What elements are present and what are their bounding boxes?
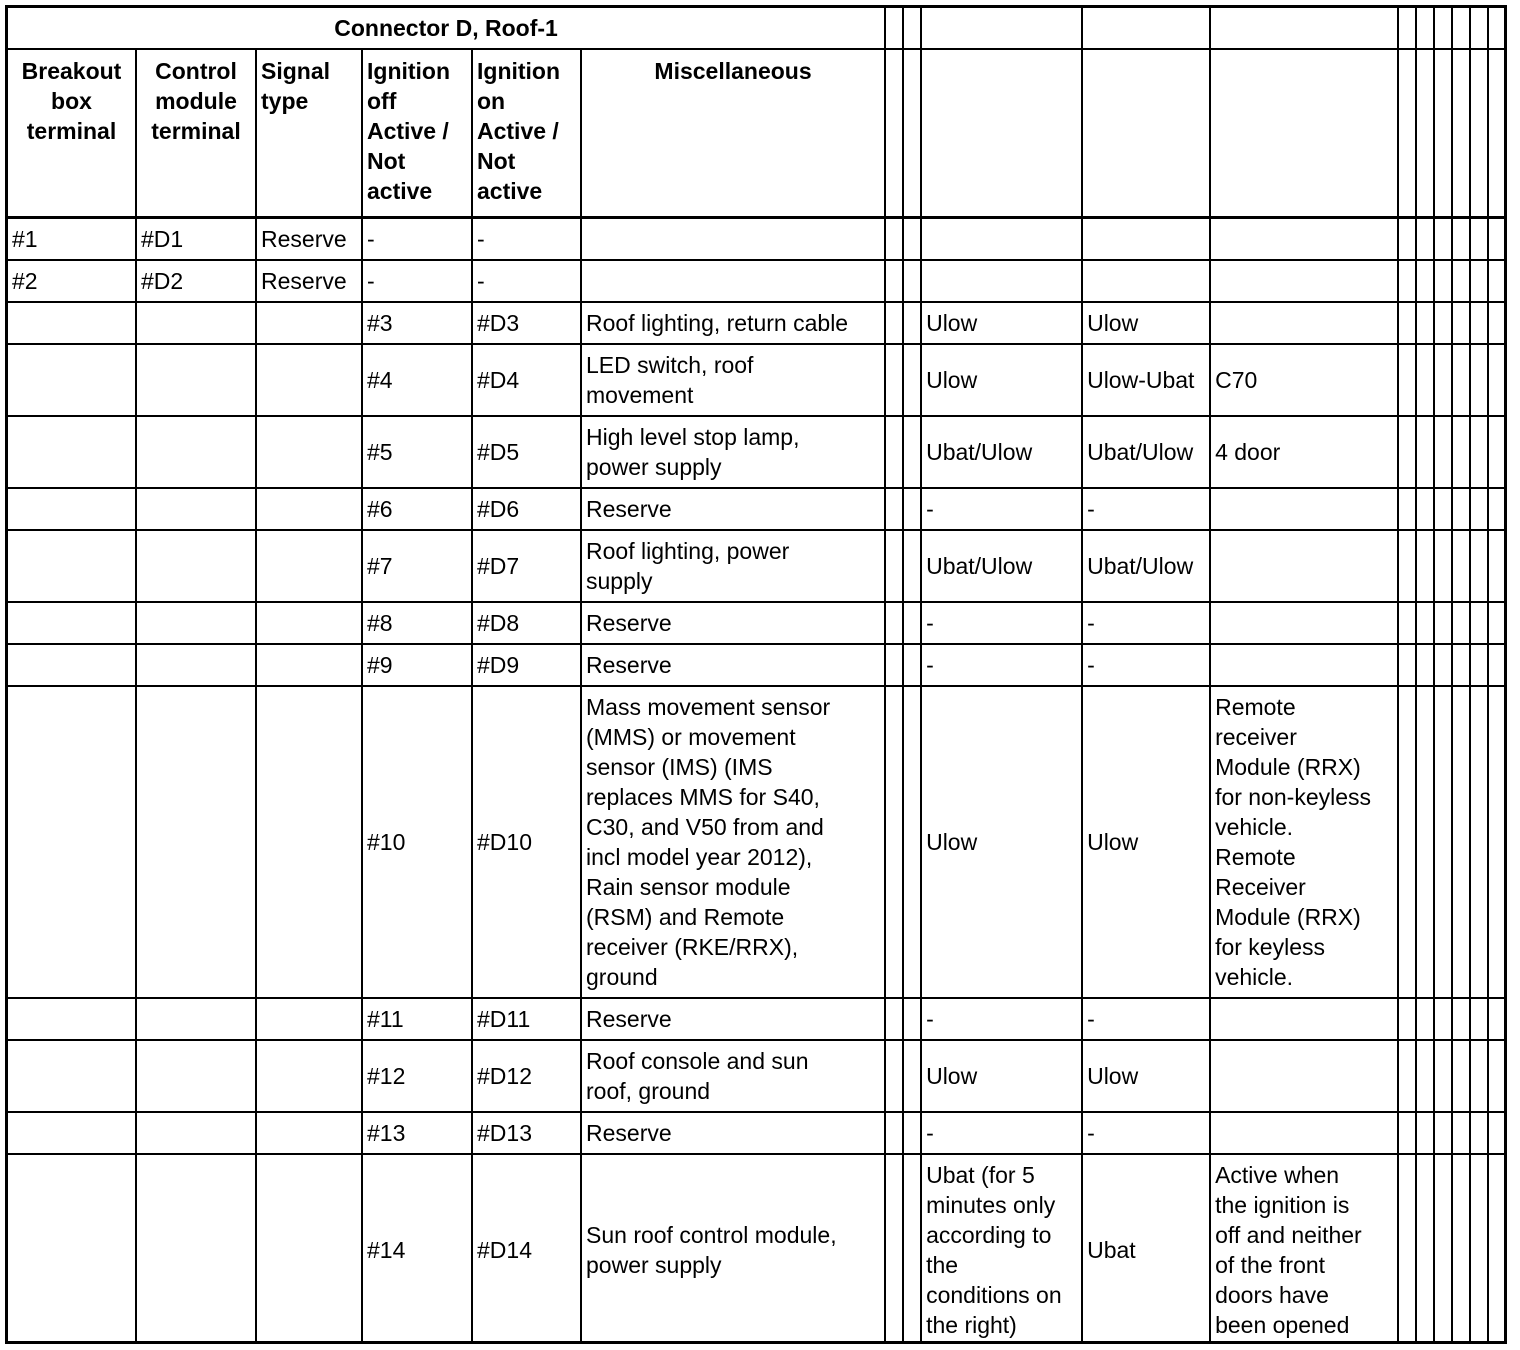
signal-type-cell [256, 530, 362, 602]
table-row [7, 218, 1507, 260]
value-cell-a: Ubat (for 5 minutes only according to the conditions on the right) [921, 1154, 1082, 1345]
notes-cell: 4 door [1210, 416, 1398, 488]
blank-cell [1470, 530, 1488, 602]
blank-cell [1434, 530, 1452, 602]
blank-cell [1434, 344, 1452, 416]
blank-cell [1488, 344, 1507, 416]
blank-cell [885, 644, 903, 686]
blank-cell [1434, 998, 1452, 1040]
blank-cell [1398, 530, 1416, 602]
blank-cell [1452, 416, 1470, 488]
blank-cell [1488, 1154, 1507, 1345]
blank-cell [1452, 1154, 1470, 1345]
table-row [7, 488, 1507, 530]
blank-cell [1416, 1040, 1434, 1112]
blank-cell [1416, 218, 1434, 260]
signal-type-cell [256, 344, 362, 416]
signal-type-cell [256, 1112, 362, 1154]
blank-cell [1470, 602, 1488, 644]
blank-cell [903, 49, 921, 218]
miscellaneous-cell: Reserve [581, 488, 885, 530]
blank-cell [1488, 1040, 1507, 1112]
ignition-on-cell: #D5 [472, 416, 581, 488]
blank-cell [1398, 686, 1416, 998]
value-cell-a: - [921, 602, 1082, 644]
value-cell-a: - [921, 998, 1082, 1040]
blank-cell [1416, 49, 1434, 218]
blank-cell [1398, 218, 1416, 260]
value-cell-b: - [1082, 644, 1210, 686]
value-cell-b: Ulow [1082, 302, 1210, 344]
blank-cell [1488, 530, 1507, 602]
notes-cell [1210, 998, 1398, 1040]
blank-cell [1398, 302, 1416, 344]
miscellaneous-cell: Roof lighting, return cable [581, 302, 885, 344]
signal-type-cell [256, 302, 362, 344]
blank-cell [1470, 302, 1488, 344]
value-cell-a: - [921, 488, 1082, 530]
control-terminal-cell [136, 602, 256, 644]
miscellaneous-cell: Roof console and sun roof, ground [581, 1040, 885, 1112]
blank-cell [1488, 488, 1507, 530]
ignition-on-cell: #D11 [472, 998, 581, 1040]
blank-cell [1434, 1040, 1452, 1112]
value-cell-a: Ulow [921, 686, 1082, 998]
blank-cell [1470, 260, 1488, 302]
value-cell-a: Ulow [921, 344, 1082, 416]
blank-cell [1434, 49, 1452, 218]
blank-cell [1416, 7, 1434, 49]
ignition-off-cell: #4 [362, 344, 472, 416]
table-row [7, 416, 1507, 488]
ignition-on-cell: #D7 [472, 530, 581, 602]
blank-cell [1398, 1154, 1416, 1345]
value-cell-b: Ulow [1082, 1040, 1210, 1112]
ignition-on-cell: #D8 [472, 602, 581, 644]
signal-type-cell [256, 1154, 362, 1345]
blank-cell [1398, 260, 1416, 302]
title-row [7, 7, 1507, 49]
header-breakout-box-terminal: Breakout box terminal [7, 49, 136, 218]
ignition-on-cell: #D4 [472, 344, 581, 416]
breakout-terminal-cell [7, 416, 136, 488]
blank-cell [1452, 998, 1470, 1040]
blank-cell [1488, 260, 1507, 302]
blank-cell [903, 602, 921, 644]
blank-cell [1434, 1112, 1452, 1154]
control-terminal-cell [136, 416, 256, 488]
blank-cell [1452, 686, 1470, 998]
ignition-off-cell: #12 [362, 1040, 472, 1112]
blank-cell [903, 416, 921, 488]
breakout-terminal-cell [7, 644, 136, 686]
blank-cell [1434, 686, 1452, 998]
blank-cell [1210, 49, 1398, 218]
signal-type-cell [256, 1040, 362, 1112]
value-cell-b: - [1082, 602, 1210, 644]
blank-cell [1398, 416, 1416, 488]
ignition-off-cell: #9 [362, 644, 472, 686]
notes-cell: C70 [1210, 344, 1398, 416]
column-header-row [7, 49, 1507, 218]
blank-cell [1434, 602, 1452, 644]
value-cell-b: - [1082, 488, 1210, 530]
miscellaneous-cell: Reserve [581, 644, 885, 686]
blank-cell [1434, 7, 1452, 49]
blank-cell [1452, 7, 1470, 49]
header-control-module-terminal: Control module terminal [136, 49, 256, 218]
blank-cell [1470, 686, 1488, 998]
blank-cell [885, 1112, 903, 1154]
value-cell-a [921, 260, 1082, 302]
blank-cell [1082, 7, 1210, 49]
blank-cell [1452, 302, 1470, 344]
blank-cell [1470, 1040, 1488, 1112]
ignition-off-cell: #10 [362, 686, 472, 998]
signal-type-cell [256, 998, 362, 1040]
value-cell-b [1082, 218, 1210, 260]
blank-cell [1416, 344, 1434, 416]
blank-cell [885, 488, 903, 530]
table-row [7, 344, 1507, 416]
blank-cell [1452, 260, 1470, 302]
ignition-on-cell: #D3 [472, 302, 581, 344]
miscellaneous-cell: Reserve [581, 1112, 885, 1154]
control-terminal-cell [136, 686, 256, 998]
blank-cell [885, 218, 903, 260]
blank-cell [1452, 49, 1470, 218]
ignition-off-cell: - [362, 260, 472, 302]
value-cell-a [921, 218, 1082, 260]
blank-cell [1398, 998, 1416, 1040]
header-ignition-off: Ignition off Active / Not active [362, 49, 472, 218]
ignition-on-cell: #D14 [472, 1154, 581, 1345]
table-row [7, 1154, 1507, 1345]
blank-cell [885, 602, 903, 644]
blank-cell [1398, 1112, 1416, 1154]
table-row [7, 644, 1507, 686]
blank-cell [921, 49, 1082, 218]
blank-cell [1452, 344, 1470, 416]
signal-type-cell [256, 416, 362, 488]
blank-cell [1082, 49, 1210, 218]
ignition-on-cell: - [472, 260, 581, 302]
value-cell-b: Ubat/Ulow [1082, 416, 1210, 488]
ignition-off-cell: #13 [362, 1112, 472, 1154]
blank-cell [1470, 49, 1488, 218]
signal-type-cell [256, 488, 362, 530]
blank-cell [1488, 998, 1507, 1040]
table-row [7, 530, 1507, 602]
blank-cell [1416, 260, 1434, 302]
table-row [7, 998, 1507, 1040]
notes-cell: Remote receiver Module (RRX) for non-keyless vehicle. Remote Receiver Module (RRX) for keyless vehicle. [1210, 686, 1398, 998]
blank-cell [1416, 530, 1434, 602]
blank-cell [1470, 998, 1488, 1040]
signal-type-cell [256, 644, 362, 686]
blank-cell [1398, 644, 1416, 686]
signal-type-cell [256, 602, 362, 644]
value-cell-b: Ulow-Ubat [1082, 344, 1210, 416]
notes-cell [1210, 218, 1398, 260]
miscellaneous-cell: LED switch, roof movement [581, 344, 885, 416]
breakout-terminal-cell: #1 [7, 218, 136, 260]
ignition-off-cell: #5 [362, 416, 472, 488]
blank-cell [1416, 998, 1434, 1040]
notes-cell [1210, 488, 1398, 530]
blank-cell [921, 7, 1082, 49]
signal-type-cell: Reserve [256, 260, 362, 302]
blank-cell [1452, 488, 1470, 530]
breakout-terminal-cell: #2 [7, 260, 136, 302]
blank-cell [1416, 1112, 1434, 1154]
blank-cell [1470, 416, 1488, 488]
ignition-on-cell: #D13 [472, 1112, 581, 1154]
blank-cell [885, 686, 903, 998]
value-cell-b [1082, 260, 1210, 302]
miscellaneous-cell: Mass movement sensor (MMS) or movement sensor (IMS) (IMS replaces MMS for S40, C30, and V50 from and incl model year 2012), Rain sensor module (RSM) and Remote receiver (RKE/RRX), ground [581, 686, 885, 998]
blank-cell [903, 218, 921, 260]
blank-cell [1452, 602, 1470, 644]
blank-cell [1452, 1112, 1470, 1154]
blank-cell [1416, 686, 1434, 998]
blank-cell [1434, 260, 1452, 302]
ignition-on-cell: #D6 [472, 488, 581, 530]
blank-cell [1488, 49, 1507, 218]
blank-cell [1488, 602, 1507, 644]
blank-cell [903, 1154, 921, 1345]
table-title: Connector D, Roof-1 [7, 7, 885, 49]
value-cell-b: Ubat [1082, 1154, 1210, 1345]
value-cell-a: Ulow [921, 302, 1082, 344]
blank-cell [1488, 302, 1507, 344]
ignition-off-cell: #6 [362, 488, 472, 530]
blank-cell [1416, 644, 1434, 686]
notes-cell [1210, 1040, 1398, 1112]
ignition-on-cell: #D12 [472, 1040, 581, 1112]
value-cell-b: Ubat/Ulow [1082, 530, 1210, 602]
blank-cell [1416, 602, 1434, 644]
blank-cell [1470, 218, 1488, 260]
control-terminal-cell [136, 998, 256, 1040]
ignition-off-cell: #11 [362, 998, 472, 1040]
blank-cell [1434, 644, 1452, 686]
notes-cell [1210, 302, 1398, 344]
notes-cell [1210, 260, 1398, 302]
blank-cell [1398, 49, 1416, 218]
blank-cell [1434, 1154, 1452, 1345]
miscellaneous-cell: High level stop lamp, power supply [581, 416, 885, 488]
table-row [7, 260, 1507, 302]
connector-pinout-table [6, 6, 1507, 1344]
ignition-off-cell: #3 [362, 302, 472, 344]
header-signal-type: Signal type [256, 49, 362, 218]
blank-cell [1470, 644, 1488, 686]
breakout-terminal-cell [7, 602, 136, 644]
breakout-terminal-cell [7, 488, 136, 530]
miscellaneous-cell: Reserve [581, 998, 885, 1040]
control-terminal-cell: #D1 [136, 218, 256, 260]
blank-cell [1470, 1154, 1488, 1345]
blank-cell [1488, 416, 1507, 488]
blank-cell [1452, 218, 1470, 260]
blank-cell [1470, 1112, 1488, 1154]
value-cell-a: Ubat/Ulow [921, 416, 1082, 488]
blank-cell [1488, 686, 1507, 998]
blank-cell [1452, 530, 1470, 602]
control-terminal-cell [136, 1040, 256, 1112]
ignition-on-cell: #D9 [472, 644, 581, 686]
blank-cell [885, 49, 903, 218]
blank-cell [903, 260, 921, 302]
ignition-on-cell: #D10 [472, 686, 581, 998]
notes-cell: Active when the ignition is off and neither of the front doors have been opened [1210, 1154, 1398, 1345]
blank-cell [1416, 302, 1434, 344]
blank-cell [903, 488, 921, 530]
blank-cell [903, 644, 921, 686]
control-terminal-cell: #D2 [136, 260, 256, 302]
blank-cell [903, 686, 921, 998]
signal-type-cell: Reserve [256, 218, 362, 260]
blank-cell [885, 998, 903, 1040]
blank-cell [1470, 488, 1488, 530]
miscellaneous-cell [581, 260, 885, 302]
table-row [7, 1040, 1507, 1112]
connector-table-sheet [5, 5, 1507, 1344]
blank-cell [903, 7, 921, 49]
notes-cell [1210, 1112, 1398, 1154]
breakout-terminal-cell [7, 530, 136, 602]
blank-cell [1470, 344, 1488, 416]
blank-cell [1470, 7, 1488, 49]
blank-cell [1452, 644, 1470, 686]
blank-cell [1416, 416, 1434, 488]
breakout-terminal-cell [7, 344, 136, 416]
blank-cell [1488, 218, 1507, 260]
value-cell-a: Ulow [921, 1040, 1082, 1112]
blank-cell [903, 344, 921, 416]
ignition-on-cell: - [472, 218, 581, 260]
control-terminal-cell [136, 644, 256, 686]
blank-cell [1452, 1040, 1470, 1112]
control-terminal-cell [136, 1154, 256, 1345]
blank-cell [885, 260, 903, 302]
blank-cell [1488, 1112, 1507, 1154]
blank-cell [1398, 7, 1416, 49]
control-terminal-cell [136, 1112, 256, 1154]
notes-cell [1210, 644, 1398, 686]
table-row [7, 686, 1507, 998]
value-cell-b: Ulow [1082, 686, 1210, 998]
blank-cell [903, 998, 921, 1040]
control-terminal-cell [136, 530, 256, 602]
blank-cell [885, 1154, 903, 1345]
breakout-terminal-cell [7, 302, 136, 344]
value-cell-a: Ubat/Ulow [921, 530, 1082, 602]
header-miscellaneous: Miscellaneous [581, 49, 885, 218]
blank-cell [1434, 416, 1452, 488]
table-row [7, 1112, 1507, 1154]
blank-cell [1434, 488, 1452, 530]
blank-cell [1488, 7, 1507, 49]
table-row [7, 602, 1507, 644]
ignition-off-cell: - [362, 218, 472, 260]
blank-cell [1398, 488, 1416, 530]
blank-cell [885, 302, 903, 344]
ignition-off-cell: #7 [362, 530, 472, 602]
breakout-terminal-cell [7, 998, 136, 1040]
value-cell-a: - [921, 644, 1082, 686]
notes-cell [1210, 530, 1398, 602]
breakout-terminal-cell [7, 1112, 136, 1154]
blank-cell [903, 530, 921, 602]
miscellaneous-cell: Sun roof control module, power supply [581, 1154, 885, 1345]
header-ignition-on: Ignition on Active / Not active [472, 49, 581, 218]
ignition-off-cell: #8 [362, 602, 472, 644]
blank-cell [1434, 218, 1452, 260]
value-cell-b: - [1082, 998, 1210, 1040]
blank-cell [1416, 488, 1434, 530]
miscellaneous-cell: Reserve [581, 602, 885, 644]
blank-cell [885, 7, 903, 49]
signal-type-cell [256, 686, 362, 998]
blank-cell [885, 1040, 903, 1112]
miscellaneous-cell [581, 218, 885, 260]
blank-cell [903, 302, 921, 344]
control-terminal-cell [136, 302, 256, 344]
blank-cell [1398, 1040, 1416, 1112]
table-row [7, 302, 1507, 344]
blank-cell [1398, 344, 1416, 416]
blank-cell [1416, 1154, 1434, 1345]
blank-cell [903, 1112, 921, 1154]
value-cell-a: - [921, 1112, 1082, 1154]
value-cell-b: - [1082, 1112, 1210, 1154]
blank-cell [1434, 302, 1452, 344]
control-terminal-cell [136, 488, 256, 530]
breakout-terminal-cell [7, 1154, 136, 1345]
blank-cell [1210, 7, 1398, 49]
blank-cell [885, 530, 903, 602]
blank-cell [903, 1040, 921, 1112]
control-terminal-cell [136, 344, 256, 416]
blank-cell [885, 416, 903, 488]
breakout-terminal-cell [7, 1040, 136, 1112]
ignition-off-cell: #14 [362, 1154, 472, 1345]
breakout-terminal-cell [7, 686, 136, 998]
blank-cell [1488, 644, 1507, 686]
blank-cell [1398, 602, 1416, 644]
blank-cell [885, 344, 903, 416]
miscellaneous-cell: Roof lighting, power supply [581, 530, 885, 602]
notes-cell [1210, 602, 1398, 644]
